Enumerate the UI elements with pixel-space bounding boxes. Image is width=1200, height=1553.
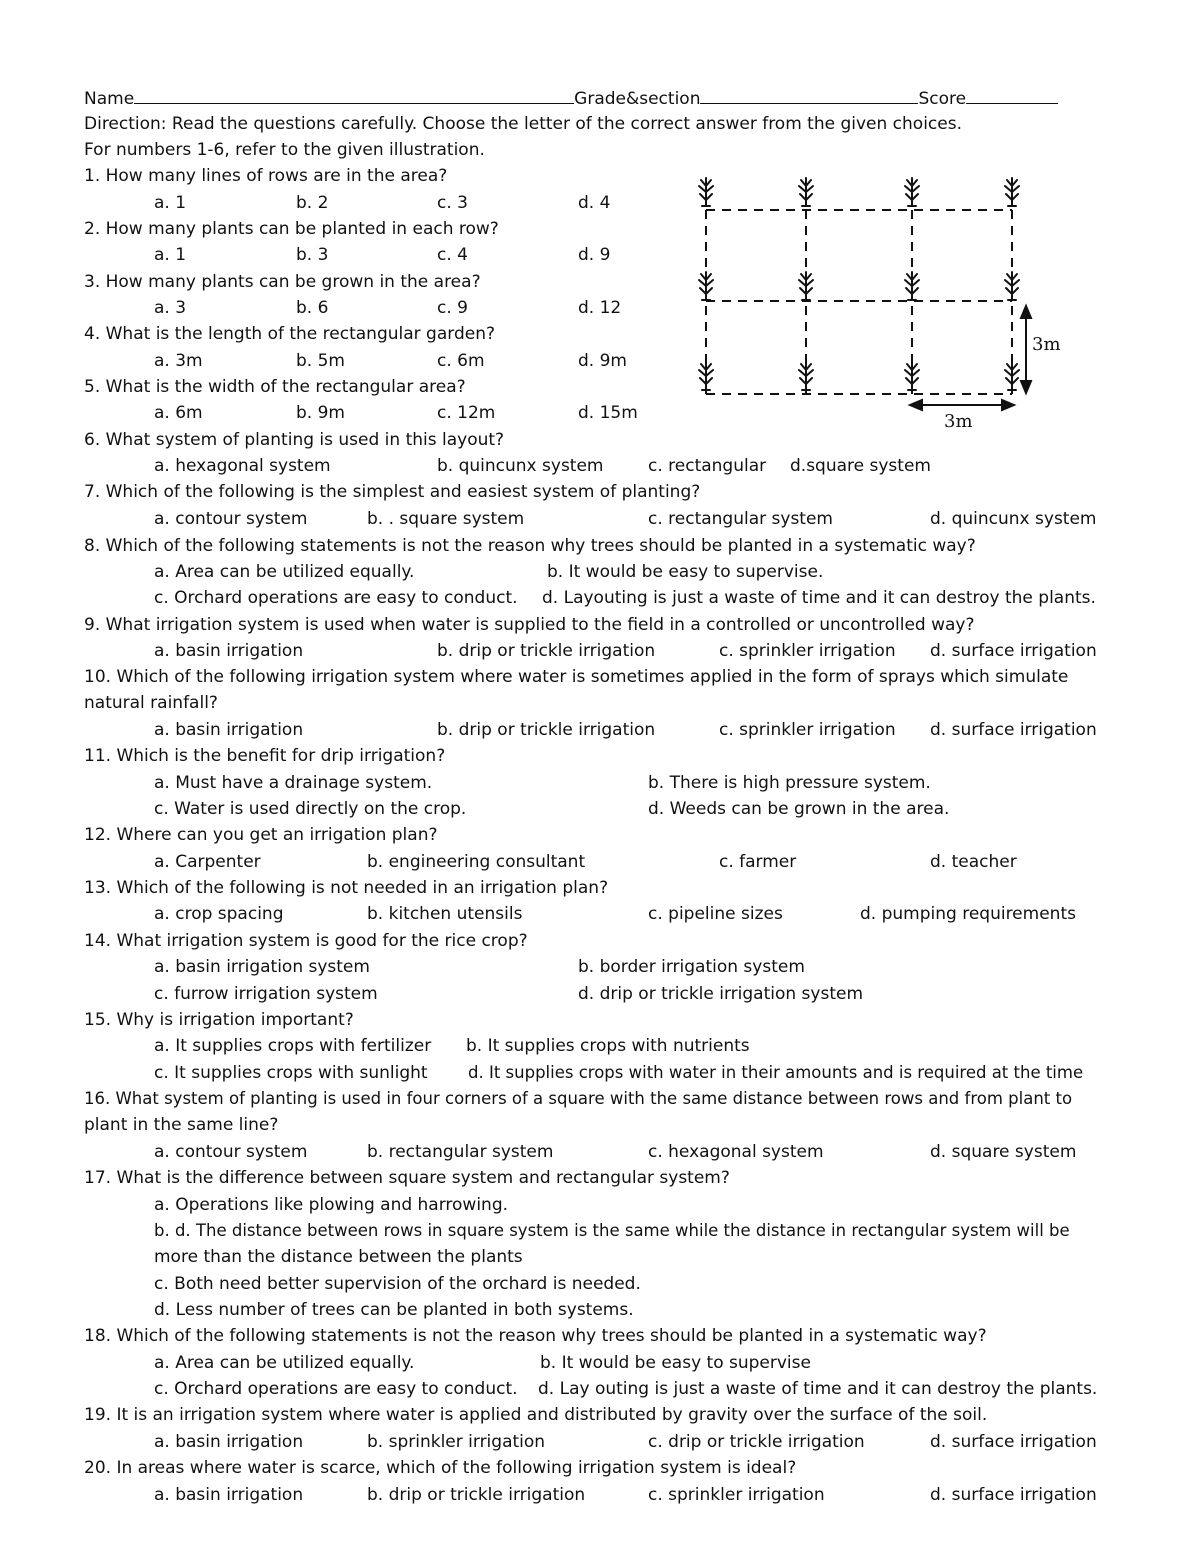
question-8: 8. Which of the following statements is not the reason why trees should be planted in a systematic way?	[84, 536, 976, 556]
choice-7d[interactable]: d. quincunx system	[930, 509, 1097, 529]
choice-6b[interactable]: b. quincunx system	[437, 456, 604, 476]
choice-4a[interactable]: a. 3m	[154, 351, 203, 371]
tree-icon	[799, 178, 813, 206]
choice-19a[interactable]: a. basin irrigation	[154, 1432, 304, 1452]
question-13: 13. Which of the following is not needed in an irrigation plan?	[84, 878, 609, 898]
choice-10b[interactable]: b. drip or trickle irrigation	[437, 720, 656, 740]
choice-13d[interactable]: d. pumping requirements	[860, 904, 1076, 924]
planting-layout-diagram	[676, 168, 1096, 436]
choice-15c[interactable]: c. It supplies crops with sunlight	[154, 1063, 428, 1083]
choice-19b[interactable]: b. sprinkler irrigation	[367, 1432, 546, 1452]
height-dimension-arrow	[1021, 306, 1031, 393]
choice-17a[interactable]: a. Operations like plowing and harrowing.	[154, 1195, 509, 1215]
choice-12d[interactable]: d. teacher	[930, 852, 1017, 872]
choice-6c[interactable]: c. rectangular	[648, 456, 767, 476]
question-9: 9. What irrigation system is used when water is supplied to the field in a controlled or uncontrolled way?	[84, 615, 975, 635]
name-label: Name	[84, 89, 135, 109]
choice-20b[interactable]: b. drip or trickle irrigation	[367, 1485, 586, 1505]
question-14: 14. What irrigation system is good for the rice crop?	[84, 931, 528, 951]
choice-12b[interactable]: b. engineering consultant	[367, 852, 586, 872]
question-17: 17. What is the difference between square system and rectangular system?	[84, 1168, 730, 1188]
choice-18d[interactable]: d. Lay outing is just a waste of time and it can destroy the plants.	[538, 1379, 1098, 1399]
choice-16c[interactable]: c. hexagonal system	[648, 1142, 824, 1162]
choice-5d[interactable]: d. 15m	[578, 403, 638, 423]
choice-6d[interactable]: d.square system	[790, 456, 931, 476]
choice-16a[interactable]: a. contour system	[154, 1142, 308, 1162]
grade-section-label: Grade&section	[574, 89, 701, 109]
choice-10d[interactable]: d. surface irrigation	[930, 720, 1097, 740]
choice-8d[interactable]: d. Layouting is just a waste of time and it can destroy the plants.	[542, 588, 1096, 608]
choice-9b[interactable]: b. drip or trickle irrigation	[437, 641, 656, 661]
question-10-cont: natural rainfall?	[84, 693, 218, 713]
choice-2d[interactable]: d. 9	[578, 245, 611, 265]
choice-1d[interactable]: d. 4	[578, 193, 611, 213]
grade-section-field[interactable]	[700, 87, 918, 104]
choice-19c[interactable]: c. drip or trickle irrigation	[648, 1432, 865, 1452]
choice-18a[interactable]: a. Area can be utilized equally.	[154, 1353, 415, 1373]
name-field[interactable]	[134, 87, 574, 104]
tree-icon	[1005, 272, 1019, 300]
choice-16b[interactable]: b. rectangular system	[367, 1142, 554, 1162]
tree-icons-row-2	[699, 272, 1019, 300]
choice-18c[interactable]: c. Orchard operations are easy to conduct.	[154, 1379, 518, 1399]
tree-icon	[799, 362, 813, 390]
tree-icon	[1005, 362, 1019, 390]
choice-17d[interactable]: d. Less number of trees can be planted in both systems.	[154, 1300, 634, 1320]
tree-icon	[905, 178, 919, 206]
choice-8b[interactable]: b. It would be easy to supervise.	[547, 562, 824, 582]
choice-20a[interactable]: a. basin irrigation	[154, 1485, 304, 1505]
question-15: 15. Why is irrigation important?	[84, 1010, 354, 1030]
tree-icon	[699, 178, 713, 206]
layout-grid-lines	[706, 210, 1012, 394]
choice-20c[interactable]: c. sprinkler irrigation	[648, 1485, 825, 1505]
choice-5a[interactable]: a. 6m	[154, 403, 203, 423]
choice-18b[interactable]: b. It would be easy to supervise	[540, 1353, 811, 1373]
choice-17b[interactable]: b. d. The distance between rows in square system is the same while the distance in rectangular system will be	[154, 1221, 1070, 1240]
choice-2b[interactable]: b. 3	[296, 245, 329, 265]
choice-5b[interactable]: b. 9m	[296, 403, 345, 423]
choice-13b[interactable]: b. kitchen utensils	[367, 904, 523, 924]
choice-7b[interactable]: b. . square system	[367, 509, 525, 529]
directions: Direction: Read the questions carefully. Choose the letter of the correct answer from the given choices.	[84, 114, 962, 134]
student-info-header	[84, 87, 1084, 109]
tree-icon	[699, 272, 713, 300]
choice-14b[interactable]: b. border irrigation system	[578, 957, 805, 977]
choice-7a[interactable]: a. contour system	[154, 509, 308, 529]
tree-icon	[905, 362, 919, 390]
question-19: 19. It is an irrigation system where water is applied and distributed by gravity over the surface of the soil.	[84, 1405, 988, 1425]
choice-3c[interactable]: c. 9	[437, 298, 468, 318]
score-field[interactable]	[966, 87, 1058, 104]
choice-6a[interactable]: a. hexagonal system	[154, 456, 331, 476]
choice-16d[interactable]: d. square system	[930, 1142, 1077, 1162]
choice-15a[interactable]: a. It supplies crops with fertilizer	[154, 1036, 432, 1056]
choice-2c[interactable]: c. 4	[437, 245, 468, 265]
tree-icon	[905, 272, 919, 300]
choice-4d[interactable]: d. 9m	[578, 351, 627, 371]
tree-icons-row-3	[699, 362, 1019, 390]
question-20: 20. In areas where water is scarce, which of the following irrigation system is ideal?	[84, 1458, 797, 1478]
choice-14d[interactable]: d. drip or trickle irrigation system	[578, 984, 864, 1004]
question-16: 16. What system of planting is used in four corners of a square with the same distance between rows and from plant to	[84, 1089, 1073, 1108]
tree-icon	[1005, 178, 1019, 206]
choice-1b[interactable]: b. 2	[296, 193, 329, 213]
choice-11b[interactable]: b. There is high pressure system.	[648, 773, 931, 793]
choice-15d[interactable]: d. It supplies crops with water in their amounts and is required at the time	[468, 1063, 1084, 1082]
choice-20d[interactable]: d. surface irrigation	[930, 1485, 1097, 1505]
choice-19d[interactable]: d. surface irrigation	[930, 1432, 1097, 1452]
question-16-cont: plant in the same line?	[84, 1115, 279, 1135]
choice-9a[interactable]: a. basin irrigation	[154, 641, 304, 661]
score-label: Score	[918, 89, 967, 109]
choice-14a[interactable]: a. basin irrigation system	[154, 957, 370, 977]
width-dimension-arrow	[910, 400, 1014, 410]
choice-3a[interactable]: a. 3	[154, 298, 187, 318]
choice-11c[interactable]: c. Water is used directly on the crop.	[154, 799, 467, 819]
choice-12c[interactable]: c. farmer	[719, 852, 797, 872]
choice-2a[interactable]: a. 1	[154, 245, 187, 265]
choice-3d[interactable]: d. 12	[578, 298, 622, 318]
question-3: 3. How many plants can be grown in the area?	[84, 272, 481, 292]
choice-3b[interactable]: b. 6	[296, 298, 329, 318]
choice-7c[interactable]: c. rectangular system	[648, 509, 833, 529]
question-7: 7. Which of the following is the simplest and easiest system of planting?	[84, 482, 701, 502]
choice-13a[interactable]: a. crop spacing	[154, 904, 284, 924]
choice-9c[interactable]: c. sprinkler irrigation	[719, 641, 896, 661]
choice-8c[interactable]: c. Orchard operations are easy to conduct.	[154, 588, 518, 608]
choice-11d[interactable]: d. Weeds can be grown in the area.	[648, 799, 950, 819]
question-12: 12. Where can you get an irrigation plan?	[84, 825, 438, 845]
question-2: 2. How many plants can be planted in each row?	[84, 219, 499, 239]
height-label: 3m	[1032, 334, 1061, 355]
tree-icon	[799, 272, 813, 300]
width-label: 3m	[944, 411, 973, 432]
choice-17c[interactable]: c. Both need better supervision of the orchard is needed.	[154, 1274, 641, 1294]
choice-11a[interactable]: a. Must have a drainage system.	[154, 773, 433, 793]
choice-8a[interactable]: a. Area can be utilized equally.	[154, 562, 415, 582]
choice-1a[interactable]: a. 1	[154, 193, 187, 213]
tree-icon	[699, 362, 713, 390]
choice-10a[interactable]: a. basin irrigation	[154, 720, 304, 740]
refer-note: For numbers 1-6, refer to the given illustration.	[84, 140, 485, 160]
choice-1c[interactable]: c. 3	[437, 193, 468, 213]
choice-9d[interactable]: d. surface irrigation	[930, 641, 1097, 661]
question-18: 18. Which of the following statements is not the reason why trees should be planted in a systematic way?	[84, 1326, 987, 1346]
choice-13c[interactable]: c. pipeline sizes	[648, 904, 783, 924]
choice-5c[interactable]: c. 12m	[437, 403, 496, 423]
question-6: 6. What system of planting is used in this layout?	[84, 430, 505, 450]
choice-4c[interactable]: c. 6m	[437, 351, 485, 371]
question-10: 10. Which of the following irrigation system where water is sometimes applied in the form of sprays which simulate	[84, 667, 1069, 687]
question-5: 5. What is the width of the rectangular area?	[84, 377, 466, 397]
question-1: 1. How many lines of rows are in the area?	[84, 166, 448, 186]
question-11: 11. Which is the benefit for drip irrigation?	[84, 746, 446, 766]
choice-15b[interactable]: b. It supplies crops with nutrients	[466, 1036, 750, 1056]
choice-10c[interactable]: c. sprinkler irrigation	[719, 720, 896, 740]
choice-12a[interactable]: a. Carpenter	[154, 852, 261, 872]
question-4: 4. What is the length of the rectangular garden?	[84, 324, 495, 344]
choice-14c[interactable]: c. furrow irrigation system	[154, 984, 378, 1004]
tree-icons-row-1	[699, 178, 1019, 206]
choice-4b[interactable]: b. 5m	[296, 351, 345, 371]
choice-17b-cont: more than the distance between the plants	[154, 1247, 523, 1267]
